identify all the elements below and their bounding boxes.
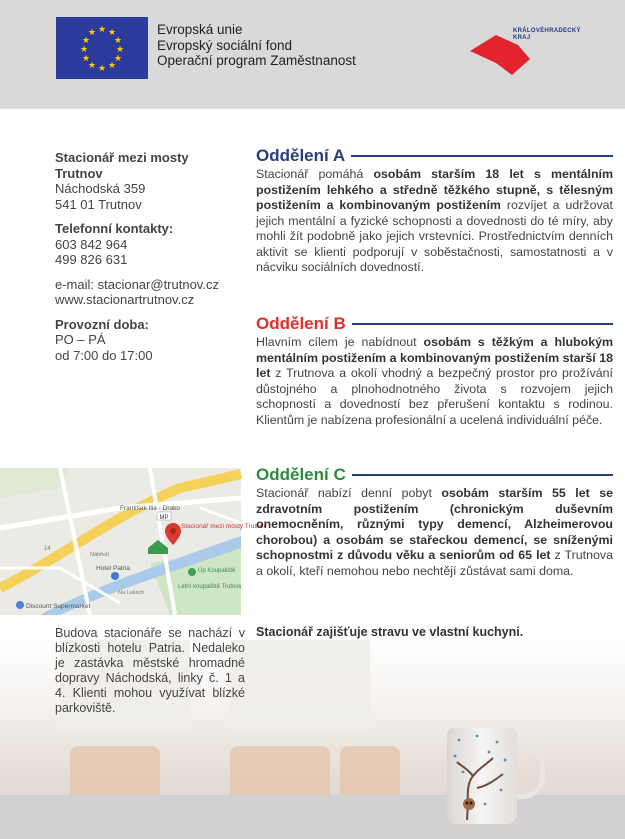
svg-text:★: ★ xyxy=(79,45,89,55)
section-text: z Trutnova a okolí, kteří nemohou nebo nechtějí zůstávat sami doma. xyxy=(256,548,613,578)
svg-text:★: ★ xyxy=(87,61,97,71)
svg-text:★: ★ xyxy=(87,28,97,38)
map-label: Na Lukách xyxy=(118,590,145,596)
tree-owl-icon xyxy=(447,728,517,824)
background-table xyxy=(0,795,625,839)
map-caption: Budova stacionáře se nachází v blízkosti hotelu Patria. Nedaleko je zastávka městské hromadné dopravy Náchodská, linky č. 1 a 4. Klienti mohou využívat blízké parkoviště. xyxy=(55,626,245,715)
shop-marker-icon xyxy=(16,601,24,609)
phone-number[interactable]: 499 826 631 xyxy=(55,252,128,267)
section-text: z Trutnova a okolí vhodný a bezpečný prostor pro prožívání důstojného a plnohodnotného života s rozvojem jejich schopností a dovedností bez přerušení kontaktu s rodinou. Klientům je nabízena profesionální a ucelená individuální péče. xyxy=(256,366,613,427)
svg-text:★: ★ xyxy=(113,36,123,46)
section-heading xyxy=(256,146,613,166)
section-heading xyxy=(256,314,613,334)
hotel-marker-icon xyxy=(111,572,119,580)
hours-days: PO – PÁ xyxy=(55,332,106,347)
section-heading xyxy=(256,465,613,485)
section-body xyxy=(256,335,613,428)
section-c xyxy=(256,465,613,579)
location-map[interactable] xyxy=(0,468,267,615)
email-line[interactable]: e-mail: stacionar@trutnov.cz xyxy=(55,276,219,292)
map-label-pin: Stacionář mezi mosty Trutnov xyxy=(181,523,267,530)
phone-label: Telefonní kontakty: xyxy=(55,221,174,236)
section-text-bold: osobám starším 18 let s mentálním postižením lehkého a středně těžkého stupně, s tělesným postižením a kombinovaným postižením xyxy=(256,167,613,212)
svg-text:★: ★ xyxy=(81,54,91,64)
mug-decoration xyxy=(447,728,517,824)
map-label: František Ilia - Drako xyxy=(120,505,180,512)
svg-text:★: ★ xyxy=(81,36,91,46)
map-label: 14 xyxy=(44,546,51,552)
eu-line: Evropská unie xyxy=(157,22,243,37)
phone-number[interactable]: 603 842 964 xyxy=(55,236,128,252)
section-title: Oddělení C xyxy=(256,465,346,484)
hours-time: od 7:00 do 17:00 xyxy=(55,347,153,363)
eu-line: Operační program Zaměstnanost xyxy=(157,53,356,68)
section-text: Hlavním cílem je nabídnout xyxy=(256,335,424,349)
map-label: Letní koupaliště Trutnov xyxy=(178,584,242,590)
org-city: Trutnov xyxy=(55,165,103,181)
org-name: Stacionář mezi mosty xyxy=(55,150,189,165)
hours-label: Provozní doba: xyxy=(55,316,149,332)
svg-text:★: ★ xyxy=(113,54,123,64)
section-text-bold: osobám starším 55 let se zdravotním postižením (chronickým duševním onemocněním, různými typy demencí, Alzheimerovou chorobou) a osobám se stařeckou demencí, se sníženými schopnostmi z důvodu věku a seniorům od 65 let xyxy=(256,486,613,562)
svg-text:★: ★ xyxy=(97,25,107,35)
eu-flag-logo xyxy=(56,17,148,79)
web-link[interactable]: www.stacionartrutnov.cz xyxy=(55,292,195,307)
section-rule xyxy=(352,323,613,325)
address-line: Náchodská 359 xyxy=(55,181,146,196)
hours-block xyxy=(55,317,245,364)
svg-text:★: ★ xyxy=(107,28,117,38)
section-title: Oddělení A xyxy=(256,146,346,165)
web-block xyxy=(55,277,245,308)
section-title: Oddělení B xyxy=(256,314,346,333)
section-text: Stacionář nabízí denní pobyt xyxy=(256,486,442,500)
section-body xyxy=(256,486,613,579)
contact-block xyxy=(55,150,245,372)
svg-text:★: ★ xyxy=(107,61,117,71)
section-b xyxy=(256,314,613,428)
kraj-logo-icon xyxy=(466,33,532,77)
map-label: Úp Koupaliště xyxy=(198,568,236,574)
section-a xyxy=(256,146,613,276)
background-window xyxy=(230,640,370,730)
route-badge-text: MP xyxy=(159,515,169,521)
section-rule xyxy=(351,155,613,157)
svg-text:★: ★ xyxy=(97,64,107,74)
eu-stars-icon xyxy=(56,17,148,79)
eu-program-text xyxy=(157,22,356,69)
map-label: Nábřeží xyxy=(90,552,110,558)
org-name-address xyxy=(55,150,245,212)
address-line: 541 01 Trutnov xyxy=(55,196,142,212)
pool-marker-icon xyxy=(188,568,196,576)
phone-block xyxy=(55,221,245,268)
section-text: rozvíjet a udržovat jejich mentální a fyzické schopnosti a dovednosti do té míry, aby mohli žít podobně jako jejich vrstevníci. Prostřednictvím denních aktivit se klienti podporují v soběstačnosti, samostatnosti a v nácviku sociálních dovedností. xyxy=(256,198,613,274)
svg-text:★: ★ xyxy=(115,45,125,55)
kraj-line: KRÁLOVÉHRADECKÝ xyxy=(513,28,581,34)
section-rule xyxy=(352,474,613,476)
header-band xyxy=(0,0,625,109)
kraj-line: KRAJ xyxy=(513,35,531,41)
map-graphic xyxy=(0,468,267,615)
section-text: Stacionář pomáhá xyxy=(256,167,374,181)
section-text-bold: osobám s těžkým a hlubokým mentálním postižením a kombinovaným postižením starší 18 let xyxy=(256,335,613,380)
eu-line: Evropský sociální fond xyxy=(157,37,293,53)
section-body xyxy=(256,167,613,276)
map-label: Hotel Patria xyxy=(96,565,130,572)
kitchen-note: Stacionář zajišťuje stravu ve vlastní kuchyni. xyxy=(256,625,524,639)
map-label: Discount Supermarket xyxy=(26,603,91,610)
